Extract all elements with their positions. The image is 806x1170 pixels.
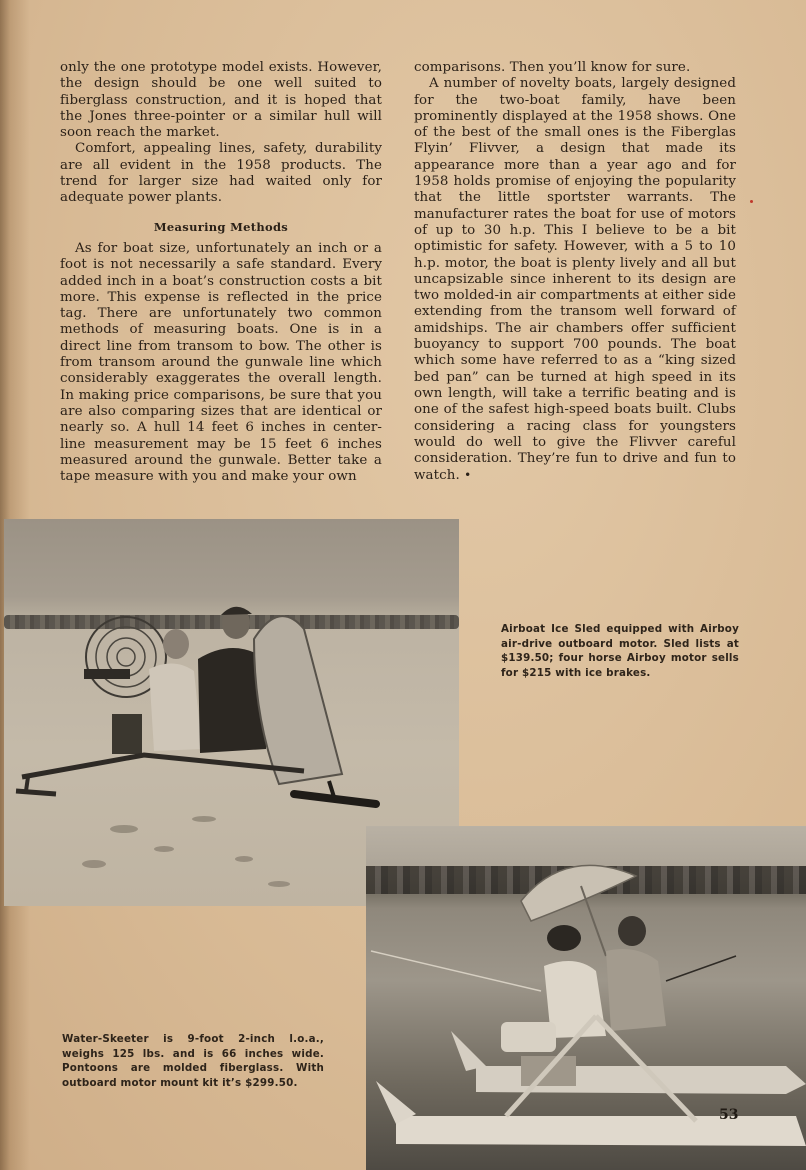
fishing-rod bbox=[371, 951, 541, 991]
paragraph: Comfort, appealing lines, safety, durability are all evident in the 1958 products. The trend for larger size had waited only for adequate power plants. bbox=[60, 141, 382, 206]
water-skeeter-illustration bbox=[366, 826, 806, 1170]
end-of-article-mark: • bbox=[464, 468, 472, 483]
paragraph: only the one prototype model exists. However, the design should be one well suited to fiberglass construction, and it is hoped that the Jones three-pointer or a similar hull will soon reach the market. bbox=[60, 60, 382, 141]
umbrella bbox=[521, 865, 636, 921]
page-number: 53 bbox=[719, 1107, 739, 1123]
paragraph: As for boat size, unfortunately an inch or a foot is not necessarily a safe standard. Every added inch in a boat’s construction costs a bit more. This expense is reflected in the price tag. There are unfortunately two common methods of measuring boats. One is in a direct line from transom to bow. The other is from transom around the gunwale line which considerably exaggerates the overall length. In making price comparisons, be sure that you are also comparing sizes that are identical or nearly so. A hull 14 feet 6 inches in center-line measurement may be 15 feet 6 inches measured around the gunwale. Better take a tape measure with you and make your own bbox=[60, 240, 382, 485]
print-mark bbox=[750, 200, 753, 203]
snow-footprints bbox=[82, 816, 290, 887]
water-skeeter-photo-caption: Water-Skeeter is 9-foot 2-inch l.o.a., weighs 125 lbs. and is 66 inches wide. Pontoons are molded fiberglass. With outboard motor mount kit it’s $299.50. bbox=[62, 1033, 324, 1089]
section-subheading: Measuring Methods bbox=[153, 219, 289, 234]
water-skeeter-photo bbox=[366, 826, 806, 1170]
rear-runner bbox=[16, 791, 56, 794]
airboat-photo-caption: Airboat Ice Sled equipped with Airboy air-drive outboard motor. Sled lists at $139.50; four horse Airboy motor sells for $215 with ice brakes. bbox=[501, 623, 739, 679]
woman-passenger bbox=[544, 925, 606, 1038]
windshield bbox=[254, 616, 342, 784]
passenger-girl bbox=[149, 629, 202, 751]
right-column bbox=[414, 60, 736, 485]
fishing-rod bbox=[666, 956, 736, 981]
sled-frame bbox=[22, 755, 304, 777]
paragraph bbox=[414, 76, 736, 484]
outboard-motor bbox=[501, 1022, 556, 1052]
paragraph: comparisons. Then you’ll know for sure. bbox=[414, 60, 691, 75]
front-pontoon bbox=[396, 1116, 806, 1146]
man-passenger bbox=[606, 916, 666, 1031]
motor-mount bbox=[112, 714, 142, 754]
left-column bbox=[60, 60, 382, 485]
paragraph-text: A number of novelty boats, largely designed for the two-boat family, have been prominently displayed at the 1958 shows. One of the best of the small ones is the Fiberglas Flyin’ Flivver, a design that made its appearance more than a year ago and for 1958 holds promise of enjoying the popularity that the little sportster warrants. The manufacturer rates the boat for use of motors of up to 30 h.p. This I believe to be a bit optimistic for safety. However, with a 5 to 10 h.p. motor, the boat is plenty lively and all but uncapsizable since inherent to its design are two molded-in air compartments at either side extending from the transom well forward of amidships. The air chambers offer sufficient buoyancy to support 700 pounds. The boat which some have referred to as a “king sized bed pan” can be turned at high speed in its own length, will take a terrific beating and is one of the safest high-speed boats built. Clubs considering a racing class for youngsters would do well to give the Flivver careful consideration. They’re fun to drive and fun to watch. bbox=[414, 76, 736, 484]
